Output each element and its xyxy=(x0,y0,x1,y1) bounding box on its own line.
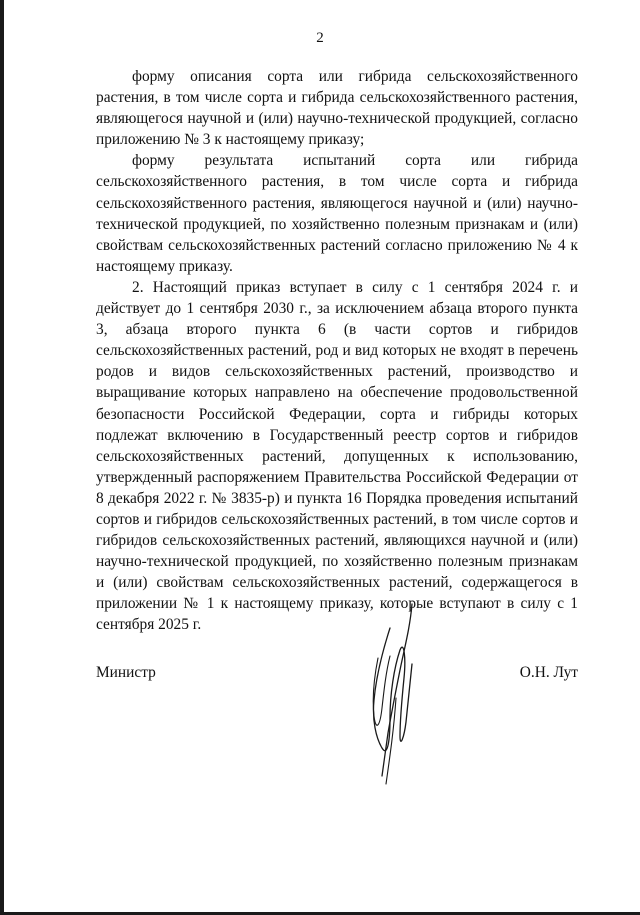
signer-name: О.Н. Лут xyxy=(519,664,578,681)
paragraph-form-results: форму результата испытаний сорта или гибрида сельскохозяйственного растения, в том числе сорта и гибрида сельскохозяйственного растения, являющегося научной и (или) научно-технической продукцией, по хозяйственно полезным признакам и (или) свойствам сельскохозяйственных растений согласно приложению № 4 к настоящему приказу. xyxy=(96,152,578,275)
scan-edge-left xyxy=(0,0,4,915)
signature-block xyxy=(96,664,578,688)
document-body xyxy=(96,66,578,636)
paragraph-effective-date: 2. Настоящий приказ вступает в силу с 1 сентября 2024 г. и действует до 1 сентября 2030 г., за исключением абзаца второго пункта 3, абзаца второго пункта 6 (в части сортов и гибридов сельскохозяйственных растений, род и вид которых не входят в перечень родов и видов сельскохозяйственных растений, производство и выращивание которых направлено на обеспечение продовольственной безопасности Российской Федерации, сорта и гибриды которых подлежат включению в Государственный реестр сортов и гибридов сельскохозяйственных растений, допущенных к использованию, утвержденный распоряжением Правительства Российской Федерации от 8 декабря 2022 г. № 3835-р) и пункта 16 Порядка проведения испытаний сортов и гибридов сельскохозяйственных растений, в том числе сортов и гибридов сельскохозяйственных растений, являющихся научной и (или) научно-технической продукцией, по хозяйственно полезным признакам и (или) свойствам сельскохозяйственных растений, содержащегося в приложении № 1 к настоящему приказу, которые вступают в силу с 1 сентября 2025 г. xyxy=(96,278,578,634)
paragraph-form-description: форму описания сорта или гибрида сельскохозяйственного растения, в том числе сорта и гибрида сельскохозяйственного растения, являющегося научной и (или) научно-технической продукцией, согласно приложению № 3 к настоящему приказу; xyxy=(96,68,578,149)
handwritten-signature-icon xyxy=(360,598,430,788)
signer-position: Министр xyxy=(96,664,156,681)
page-number: 2 xyxy=(316,30,324,46)
